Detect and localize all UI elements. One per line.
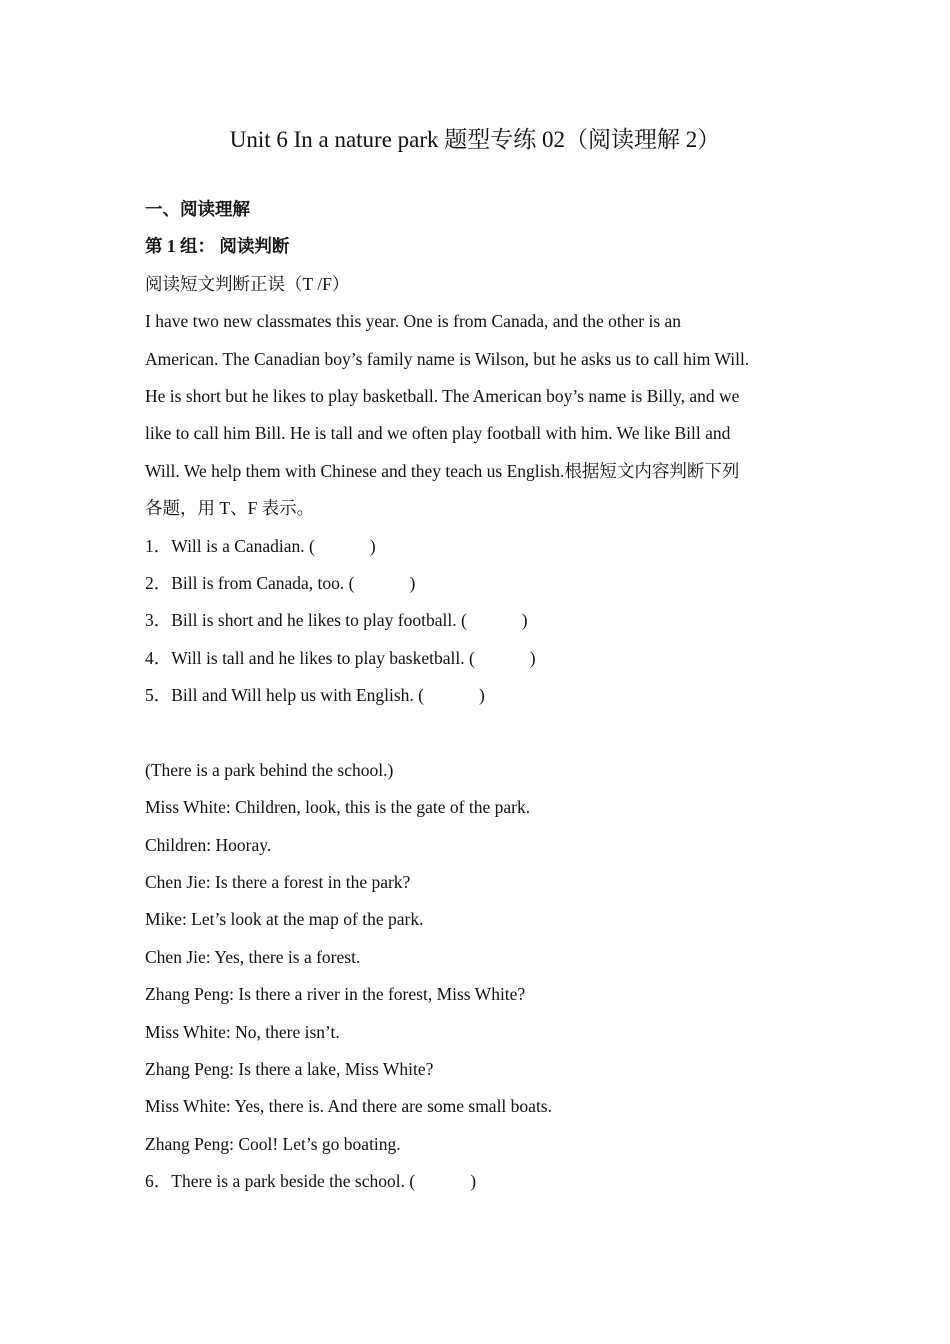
dialogue-line: Miss White: Children, look, this is the gate of the park. xyxy=(145,797,531,818)
section-heading: 一、阅读理解 xyxy=(145,199,250,219)
passage-line: Will. We help them with Chinese and they teach us English.根据短文内容判断下列 xyxy=(145,460,740,481)
question-close-paren: ) xyxy=(521,610,528,631)
question-number: 4． xyxy=(145,647,172,668)
question-close-paren: ) xyxy=(478,685,485,706)
question-text: There is a park beside the school. ( xyxy=(171,1171,416,1192)
dialogue-line: Miss White: Yes, there is. And there are some small boats. xyxy=(145,1096,552,1117)
question-text: Bill and Will help us with English. ( xyxy=(171,685,424,706)
question-item xyxy=(145,640,810,677)
question-text: Bill is short and he likes to play football. ( xyxy=(171,610,467,631)
question-close-paren: ) xyxy=(369,535,376,556)
dialogue-line: Zhang Peng: Is there a river in the forest, Miss White? xyxy=(145,984,526,1005)
question-number: 5． xyxy=(145,685,172,706)
passage-line: like to call him Bill. He is tall and we often play football with him. We like Bill and xyxy=(145,423,731,444)
question-number: 2． xyxy=(145,572,172,593)
dialogue-line: (There is a park behind the school.) xyxy=(145,759,394,780)
dialogue-line: Chen Jie: Yes, there is a forest. xyxy=(145,946,361,967)
passage-2 xyxy=(145,752,810,1163)
question-item xyxy=(145,565,810,602)
question-list-1 xyxy=(145,528,810,715)
question-list-2 xyxy=(145,1163,810,1200)
passage-line: I have two new classmates this year. One is from Canada, and the other is an xyxy=(145,311,682,332)
passage-line: He is short but he likes to play basketball. The American boy’s name is Billy, and we xyxy=(145,385,740,406)
question-close-paren: ) xyxy=(409,572,416,593)
question-item xyxy=(145,677,810,714)
question-number: 3． xyxy=(145,610,172,631)
question-item xyxy=(145,528,810,565)
dialogue-line: Mike: Let’s look at the map of the park. xyxy=(145,909,424,930)
dialogue-line: Chen Jie: Is there a forest in the park? xyxy=(145,872,411,893)
dialogue-line: Zhang Peng: Cool! Let’s go boating. xyxy=(145,1133,401,1154)
document-body xyxy=(145,191,810,1201)
question-text: Will is tall and he likes to play basketball. ( xyxy=(171,647,475,668)
dialogue-line: Zhang Peng: Is there a lake, Miss White? xyxy=(145,1058,434,1079)
question-number: 6． xyxy=(145,1171,172,1192)
question-text: Will is a Canadian. ( xyxy=(171,535,315,556)
question-item xyxy=(145,602,810,639)
question-text: Bill is from Canada, too. ( xyxy=(171,572,355,593)
question-close-paren: ) xyxy=(470,1171,477,1192)
passage-line: American. The Canadian boy’s family name is Wilson, but he asks us to call him Will. xyxy=(145,348,750,369)
page-title: Unit 6 In a nature park 题型专练 02（阅读理解 2） xyxy=(229,127,721,152)
dialogue-line: Children: Hooray. xyxy=(145,834,272,855)
spacer xyxy=(145,714,810,751)
passage-1 xyxy=(145,303,810,527)
question-item xyxy=(145,1163,810,1200)
passage-line: 各题，用 T、F 表示。 xyxy=(145,498,315,519)
question-close-paren: ) xyxy=(529,647,536,668)
instruction-text: 阅读短文判断正误（T /F） xyxy=(145,273,350,294)
question-number: 1． xyxy=(145,535,172,556)
dialogue-line: Miss White: No, there isn’t. xyxy=(145,1021,340,1042)
group-heading: 第 1 组： 阅读判断 xyxy=(145,236,290,257)
